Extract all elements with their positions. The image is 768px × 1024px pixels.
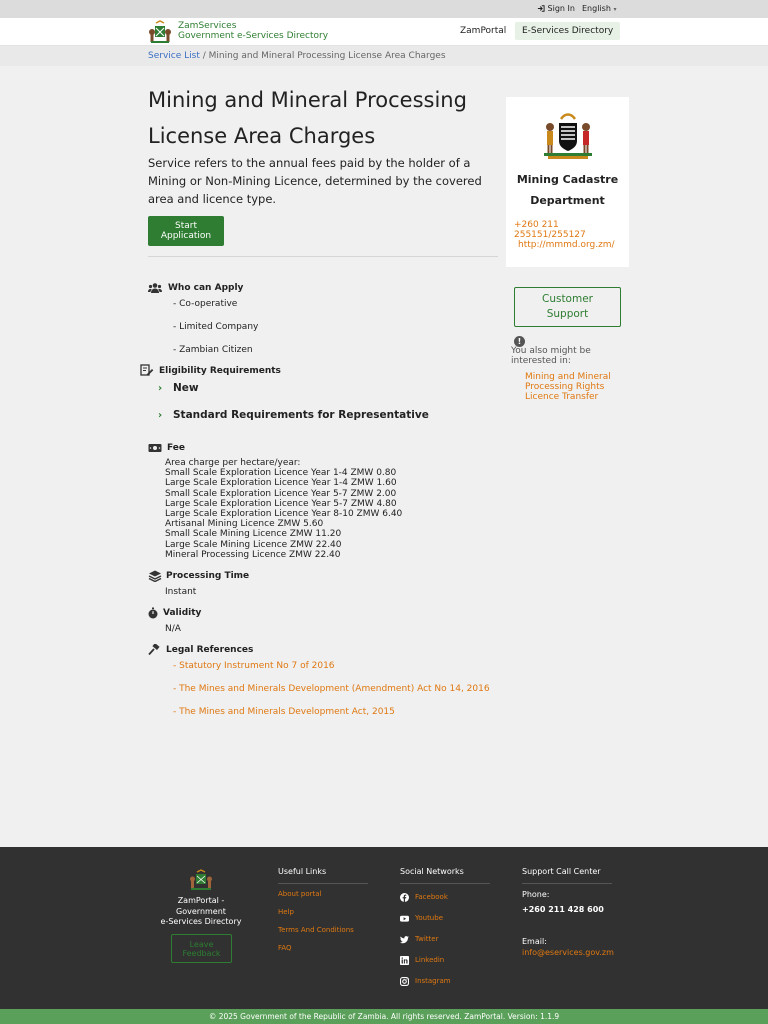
coat-of-arms-icon — [189, 869, 213, 891]
footer-about-link[interactable]: About portal — [278, 890, 322, 898]
youtube-icon — [400, 914, 409, 923]
linkedin-link[interactable]: Linkedin — [415, 956, 445, 964]
nav-eservices-link[interactable]: E-Services Directory — [515, 22, 620, 40]
language-label: English — [582, 4, 611, 13]
start-application-button[interactable] — [148, 216, 224, 246]
sign-in-link[interactable] — [537, 4, 575, 13]
fee-heading: Fee — [167, 443, 185, 453]
fee-line: Mineral Processing Licence ZMW 22.40 — [165, 549, 341, 560]
eligibility-item-new[interactable]: New — [173, 382, 199, 394]
fee-line: Small Scale Exploration Licence Year 1-4 ZMW 0.80 — [165, 468, 397, 479]
eligibility-heading: Eligibility Requirements — [159, 366, 281, 376]
legal-reference-link[interactable]: - Statutory Instrument No 7 of 2016 — [173, 661, 335, 671]
twitter-icon — [400, 935, 409, 944]
main-navbar — [0, 18, 768, 46]
info-icon: ! — [514, 336, 525, 347]
chevron-down-icon: ▾ — [613, 6, 617, 13]
section-divider — [148, 256, 498, 257]
applicant-type-item: - Co-operative — [173, 299, 238, 309]
footer-terms-link[interactable]: Terms And Conditions — [278, 926, 354, 934]
linkedin-icon — [400, 956, 409, 965]
site-footer — [0, 847, 768, 1009]
legal-references-heading: Legal References — [166, 645, 254, 655]
related-service-link[interactable]: Mining and Mineral Processing Rights Licence Transfer — [525, 372, 611, 402]
nav-zamportal-link[interactable]: ZamPortal — [460, 26, 507, 36]
service-description: Service refers to the annual fees paid by the holder of a Mining or Non-Mining Licence, determined by the covered area and licence type. — [148, 156, 482, 206]
stopwatch-icon — [147, 607, 161, 619]
department-website-link[interactable]: http://mmmd.org.zm/ — [518, 240, 615, 250]
customer-support-label-1: Customer — [541, 293, 593, 305]
department-card — [506, 97, 629, 267]
related-services-label: You also might be interested in: — [511, 346, 591, 366]
social-networks-title: Social Networks — [400, 867, 464, 876]
leave-feedback-button[interactable] — [171, 934, 232, 963]
fee-line: Small Scale Exploration Licence Year 5-7 ZMW 2.00 — [165, 488, 397, 499]
applicant-type-item: - Zambian Citizen — [173, 345, 253, 355]
start-application-label-1: Start — [175, 221, 197, 231]
page-title-line-1: Mining and Mineral Processing — [148, 88, 467, 112]
facebook-icon — [400, 893, 409, 902]
chevron-right-icon: › — [158, 383, 163, 394]
feedback-label-2: Feedback — [182, 949, 221, 958]
copyright-bar: © 2025 Government of the Republic of Zambia. All rights reserved. ZamPortal. Version: 1.1.9 — [0, 1009, 768, 1024]
footer-divider — [400, 883, 490, 884]
page-title-line-2: License Area Charges — [148, 124, 376, 148]
phone-label: Phone: — [522, 890, 550, 899]
footer-faq-link[interactable]: FAQ — [278, 944, 292, 952]
fee-line: Small Scale Mining Licence ZMW 11.20 — [165, 529, 342, 540]
department-name-line-1: Mining Cadastre — [516, 173, 619, 186]
fee-line: Large Scale Exploration Licence Year 8-10 ZMW 6.40 — [165, 509, 403, 520]
coat-of-arms-logo-icon[interactable] — [148, 20, 172, 44]
support-call-center-title: Support Call Center — [522, 867, 601, 876]
coat-of-arms-icon — [540, 111, 596, 161]
department-name-line-2: Department — [530, 194, 605, 207]
legal-reference-link[interactable]: - The Mines and Minerals Development (Amendment) Act No 14, 2016 — [173, 684, 490, 694]
department-name — [506, 169, 629, 211]
footer-divider — [278, 883, 368, 884]
fee-line: Artisanal Mining Licence ZMW 5.60 — [165, 519, 324, 530]
fee-line: Large Scale Exploration Licence Year 5-7 ZMW 4.80 — [165, 498, 397, 509]
page-title — [148, 82, 508, 154]
chevron-right-icon: › — [158, 410, 163, 421]
instagram-link[interactable]: Instagram — [415, 977, 451, 985]
youtube-link[interactable]: Youtube — [415, 914, 443, 922]
language-selector[interactable] — [582, 4, 616, 13]
fee-line: Large Scale Exploration Licence Year 1-4 ZMW 1.60 — [165, 478, 397, 489]
instagram-icon — [400, 977, 409, 986]
customer-support-button[interactable] — [514, 287, 621, 327]
department-phone[interactable]: +260 211 255151/255127 — [514, 220, 586, 240]
breadcrumb-separator: / — [199, 51, 209, 61]
sign-in-label: Sign In — [547, 4, 575, 13]
footer-help-link[interactable]: Help — [278, 908, 294, 916]
breadcrumb — [0, 46, 768, 66]
footer-brand-line: e-Services Directory — [160, 917, 242, 926]
validity-heading: Validity — [163, 608, 202, 618]
eligibility-item-representative[interactable]: Standard Requirements for Representative — [173, 409, 429, 421]
processing-time-value: Instant — [165, 587, 197, 597]
support-email-link[interactable]: info@eservices.gov.zm — [522, 948, 614, 957]
start-application-label-2: Application — [160, 231, 212, 241]
legal-reference-link[interactable]: - The Mines and Minerals Development Act, 2015 — [173, 707, 395, 717]
facebook-link[interactable]: Facebook — [415, 893, 448, 901]
customer-support-label-2: Support — [546, 308, 589, 320]
users-icon — [148, 282, 162, 294]
validity-value: N/A — [165, 624, 181, 634]
gavel-icon — [148, 644, 162, 656]
footer-brand-line: Government — [176, 906, 226, 916]
fee-line: Large Scale Mining Licence ZMW 22.40 — [165, 539, 342, 550]
who-can-apply-heading: Who can Apply — [168, 283, 244, 293]
processing-time-heading: Processing Time — [166, 571, 250, 581]
brand-title[interactable] — [178, 21, 328, 41]
top-utility-bar — [0, 0, 768, 18]
twitter-link[interactable]: Twitter — [415, 935, 439, 943]
footer-divider — [522, 883, 612, 884]
applicant-type-item: - Limited Company — [173, 322, 259, 332]
money-icon — [148, 442, 162, 454]
support-phone[interactable]: +260 211 428 600 — [522, 905, 604, 914]
breadcrumb-current: Mining and Mineral Processing License Area Charges — [208, 51, 446, 61]
sign-in-icon — [537, 5, 545, 12]
fee-details — [165, 458, 402, 560]
breadcrumb-service-list-link[interactable]: Service List — [148, 51, 200, 61]
fee-line: Area charge per hectare/year: — [165, 458, 301, 468]
footer-brand — [150, 896, 252, 928]
document-edit-icon — [140, 364, 154, 376]
footer-brand-line: ZamPortal - — [177, 896, 225, 905]
brand-name: ZamServices — [178, 21, 237, 31]
layers-icon — [148, 570, 162, 582]
feedback-label-1: Leave — [189, 940, 214, 949]
email-label: Email: — [522, 937, 547, 946]
brand-subtitle: Government e-Services Directory — [178, 31, 329, 41]
useful-links-title: Useful Links — [278, 867, 327, 876]
